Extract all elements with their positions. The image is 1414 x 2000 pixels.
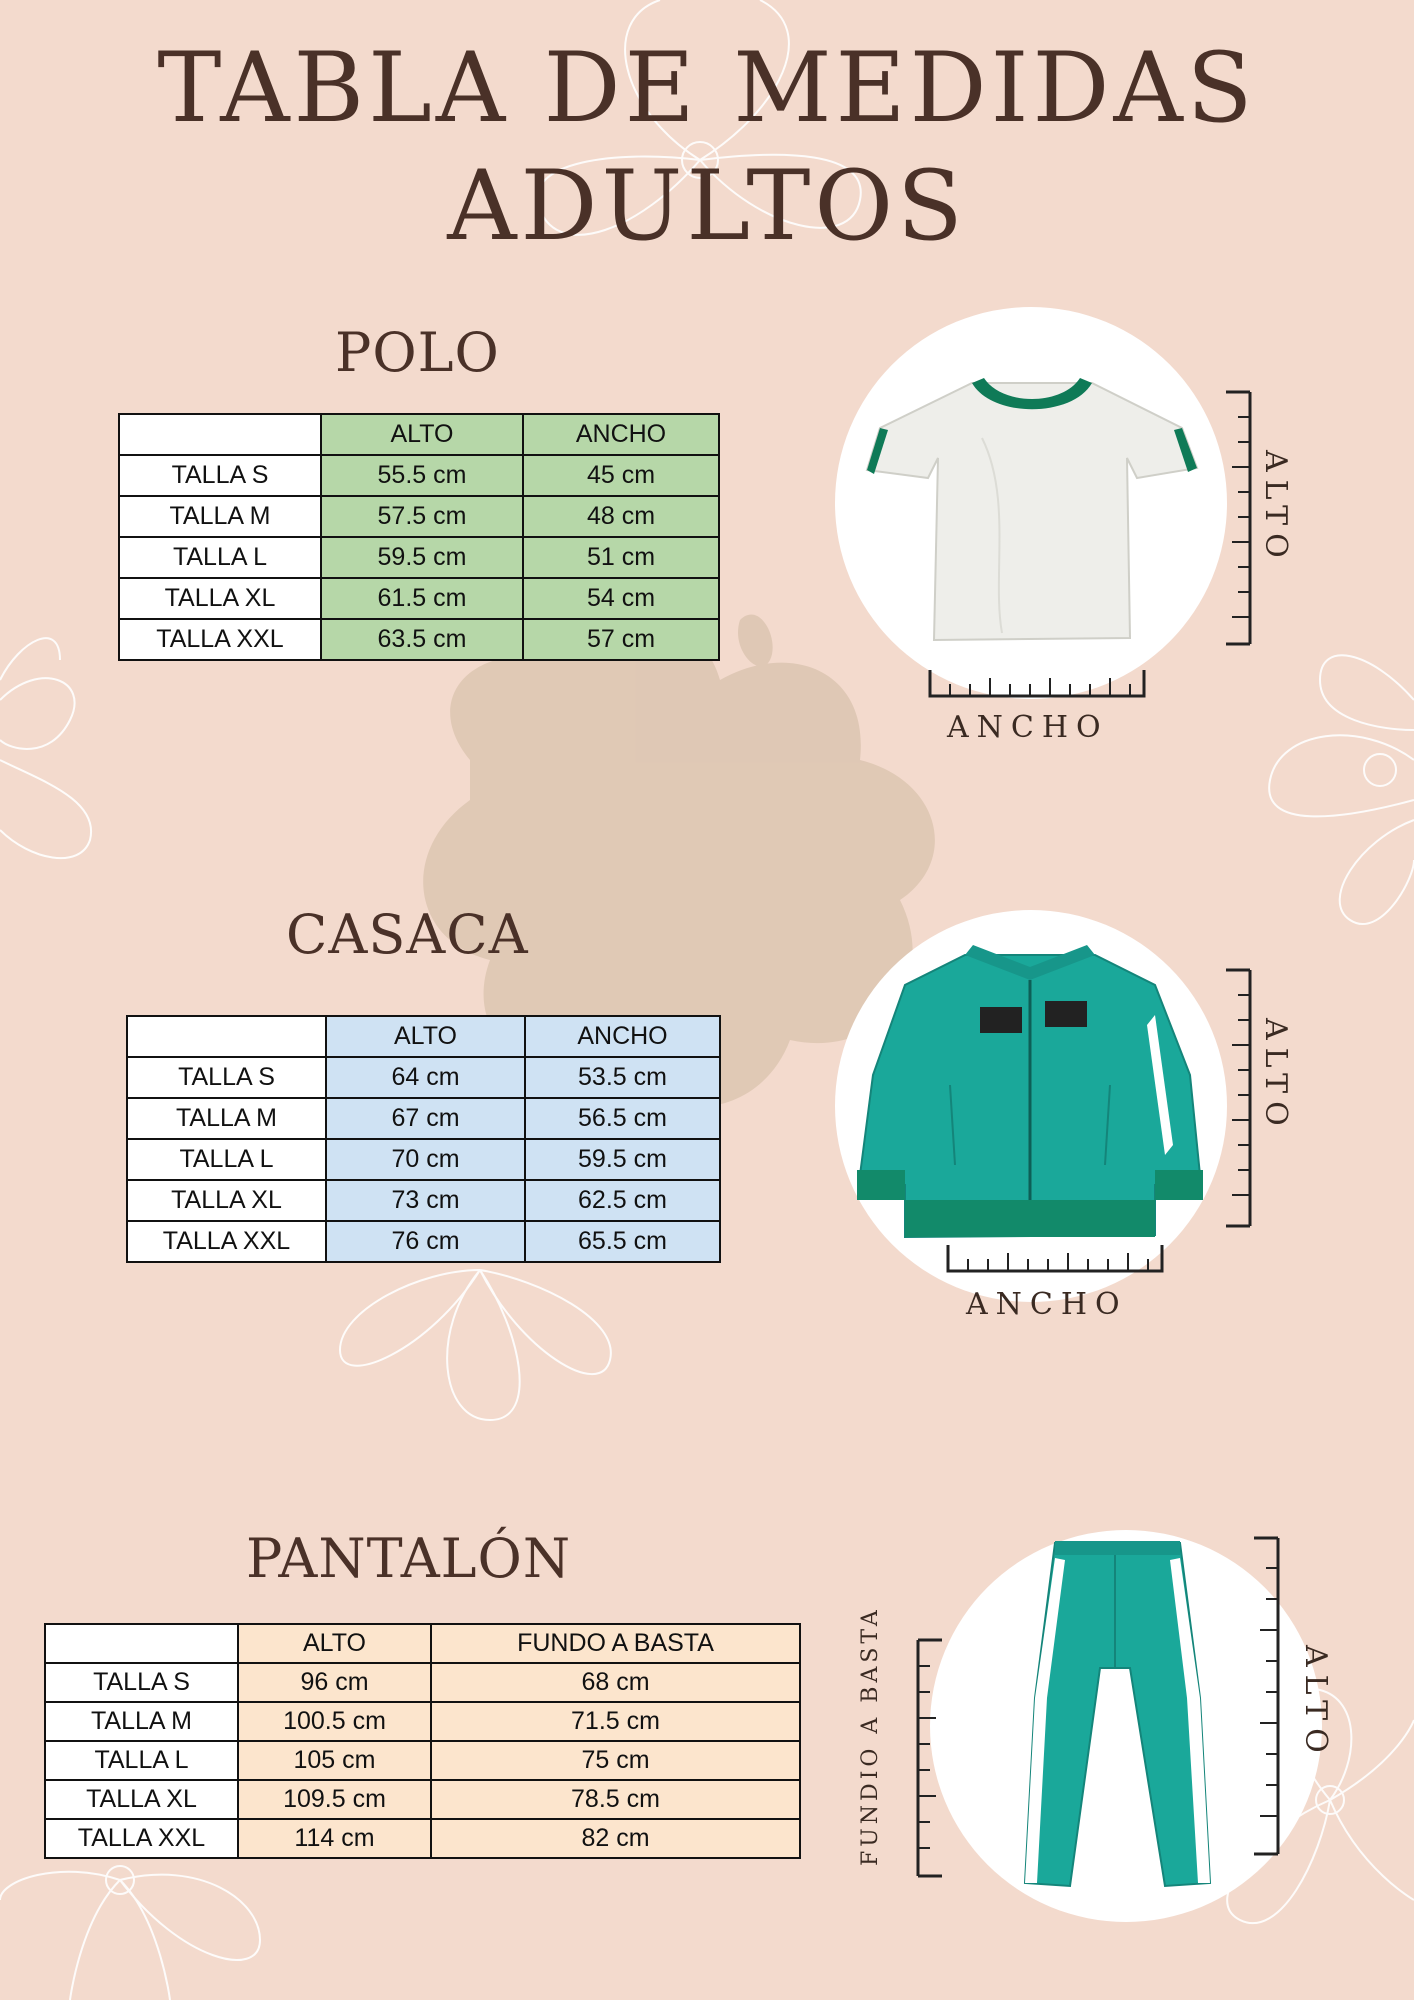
table-header-cell (119, 414, 321, 455)
alto-cell: 59.5 cm (321, 537, 523, 578)
table-header-row (119, 414, 719, 455)
table-header-row (45, 1624, 800, 1663)
alto-cell: 105 cm (238, 1741, 431, 1780)
ancho-cell: 57 cm (523, 619, 719, 660)
alto-cell: 76 cm (326, 1221, 525, 1262)
alto-cell: 55.5 cm (321, 455, 523, 496)
table-header-cell: ANCHO (523, 414, 719, 455)
table-row (45, 1780, 800, 1819)
table-row (127, 1180, 720, 1221)
basta-cell: 82 cm (431, 1819, 800, 1858)
ancho-cell: 56.5 cm (525, 1098, 720, 1139)
pantalon-alto-ruler (1250, 1536, 1280, 1856)
polo-size-table (118, 413, 720, 661)
polo-shirt-image (862, 378, 1202, 658)
alto-cell: 70 cm (326, 1139, 525, 1180)
pantalon-size-table (44, 1623, 801, 1859)
table-row (119, 537, 719, 578)
ancho-cell: 51 cm (523, 537, 719, 578)
table-header-cell: ANCHO (525, 1016, 720, 1057)
basta-cell: 78.5 cm (431, 1780, 800, 1819)
basta-cell: 75 cm (431, 1741, 800, 1780)
alto-cell: 100.5 cm (238, 1702, 431, 1741)
table-row (127, 1098, 720, 1139)
polo-alto-ruler (1222, 390, 1252, 646)
table-row (45, 1819, 800, 1858)
size-label-cell: TALLA XL (119, 578, 321, 619)
table-row (119, 619, 719, 660)
ancho-cell: 53.5 cm (525, 1057, 720, 1098)
table-header-cell: ALTO (238, 1624, 431, 1663)
pantalon-pants-image (1015, 1538, 1215, 1888)
size-label-cell: TALLA XXL (127, 1221, 326, 1262)
pantalon-section-title: PANTALÓN (246, 1527, 572, 1590)
alto-cell: 114 cm (238, 1819, 431, 1858)
table-header-cell (45, 1624, 238, 1663)
casaca-jacket-image (855, 945, 1205, 1245)
page-title-line-2: ADULTOS (447, 150, 967, 262)
table-row (45, 1663, 800, 1702)
casaca-ancho-ruler (946, 1243, 1164, 1273)
table-row (127, 1139, 720, 1180)
page-title-line-1: TABLA DE MEDIDAS (157, 32, 1257, 144)
ancho-cell: 65.5 cm (525, 1221, 720, 1262)
pantalon-basta-ruler (916, 1638, 946, 1878)
casaca-alto-ruler (1222, 968, 1252, 1228)
alto-cell: 63.5 cm (321, 619, 523, 660)
basta-cell: 68 cm (431, 1663, 800, 1702)
table-row (45, 1741, 800, 1780)
pantalon-alto-label: ALTO (1298, 1645, 1333, 1761)
polo-ancho-label: ANCHO (947, 710, 1109, 745)
polo-alto-label: ALTO (1258, 450, 1293, 566)
table-row (119, 496, 719, 537)
size-label-cell: TALLA M (127, 1098, 326, 1139)
table-row (127, 1057, 720, 1098)
alto-cell: 57.5 cm (321, 496, 523, 537)
pantalon-basta-label: FUNDIO A BASTA (858, 1606, 883, 1866)
ancho-cell: 59.5 cm (525, 1139, 720, 1180)
size-label-cell: TALLA S (119, 455, 321, 496)
table-header-cell (127, 1016, 326, 1057)
size-label-cell: TALLA S (45, 1663, 238, 1702)
casaca-size-table (126, 1015, 721, 1263)
size-label-cell: TALLA L (127, 1139, 326, 1180)
ancho-cell: 48 cm (523, 496, 719, 537)
size-label-cell: TALLA XXL (119, 619, 321, 660)
table-header-cell: ALTO (326, 1016, 525, 1057)
ancho-cell: 54 cm (523, 578, 719, 619)
table-header-cell: ALTO (321, 414, 523, 455)
size-label-cell: TALLA XXL (45, 1819, 238, 1858)
size-label-cell: TALLA XL (45, 1780, 238, 1819)
size-label-cell: TALLA M (119, 496, 321, 537)
size-label-cell: TALLA XL (127, 1180, 326, 1221)
table-row (119, 455, 719, 496)
casaca-ancho-label: ANCHO (966, 1287, 1128, 1322)
table-row (45, 1702, 800, 1741)
casaca-alto-label: ALTO (1258, 1018, 1293, 1134)
basta-cell: 71.5 cm (431, 1702, 800, 1741)
ancho-cell: 45 cm (523, 455, 719, 496)
size-label-cell: TALLA M (45, 1702, 238, 1741)
size-label-cell: TALLA L (45, 1741, 238, 1780)
alto-cell: 73 cm (326, 1180, 525, 1221)
alto-cell: 109.5 cm (238, 1780, 431, 1819)
alto-cell: 61.5 cm (321, 578, 523, 619)
polo-section-title: POLO (335, 321, 500, 384)
table-header-row (127, 1016, 720, 1057)
ancho-cell: 62.5 cm (525, 1180, 720, 1221)
size-label-cell: TALLA L (119, 537, 321, 578)
alto-cell: 96 cm (238, 1663, 431, 1702)
table-row (127, 1221, 720, 1262)
polo-ancho-ruler (928, 668, 1146, 698)
alto-cell: 67 cm (326, 1098, 525, 1139)
alto-cell: 64 cm (326, 1057, 525, 1098)
casaca-section-title: CASACA (286, 903, 529, 966)
size-label-cell: TALLA S (127, 1057, 326, 1098)
table-header-cell: FUNDO A BASTA (431, 1624, 800, 1663)
table-row (119, 578, 719, 619)
